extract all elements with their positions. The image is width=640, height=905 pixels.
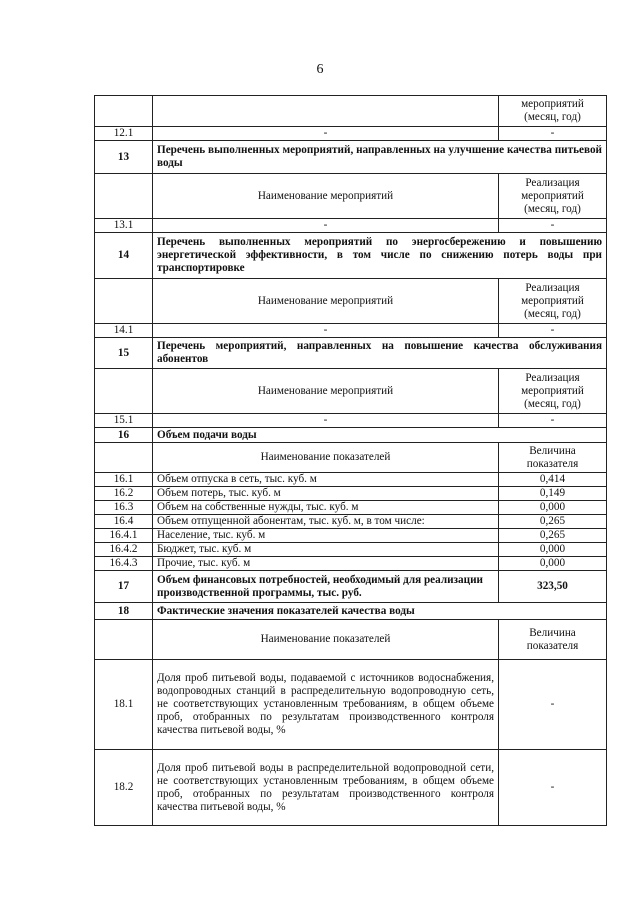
row-number: 13.1 — [95, 219, 153, 233]
section-title: Фактические значения показателей качества воды — [153, 603, 607, 620]
realization-header: мероприятий (месяц, год) — [499, 96, 607, 127]
table-row — [95, 501, 607, 515]
row-value: 0,000 — [499, 501, 607, 515]
column-header-name: Наименование показателей — [153, 620, 499, 660]
column-header-value: Реализация мероприятий (месяц, год) — [499, 174, 607, 219]
section-title: Перечень мероприятий, направленных на повышение качества обслуживания абонентов — [153, 338, 607, 369]
section-header-15 — [95, 338, 607, 369]
section-header-14 — [95, 233, 607, 279]
section-title: Объем финансовых потребностей, необходимый для реализации производственной программы, тыс. руб. — [153, 571, 499, 603]
row-number: 14.1 — [95, 324, 153, 338]
financial-needs-value: 323,50 — [499, 571, 607, 603]
section-title: Объем подачи воды — [153, 428, 607, 443]
row-value: - — [499, 324, 607, 338]
section-header-18 — [95, 603, 607, 620]
section-title: Перечень выполненных мероприятий, направленных на улучшение качества питьевой воды — [153, 141, 607, 174]
row-value: - — [499, 750, 607, 826]
row-name: Объем отпуска в сеть, тыс. куб. м — [153, 473, 499, 487]
table-row — [95, 96, 607, 127]
row-value: 0,265 — [499, 515, 607, 529]
production-program-table — [94, 95, 607, 826]
section-number: 16 — [95, 428, 153, 443]
table-row — [95, 515, 607, 529]
table-row — [95, 487, 607, 501]
section-number: 14 — [95, 233, 153, 279]
column-header-name: Наименование показателей — [153, 443, 499, 473]
cell-empty — [95, 443, 153, 473]
column-header-name: Наименование мероприятий — [153, 369, 499, 414]
table-row — [95, 543, 607, 557]
cell-empty — [95, 620, 153, 660]
section-header-13 — [95, 141, 607, 174]
section-number: 15 — [95, 338, 153, 369]
row-value: - — [499, 660, 607, 750]
column-header-row — [95, 443, 607, 473]
row-value: 0,000 — [499, 557, 607, 571]
column-header-row — [95, 620, 607, 660]
cell-empty — [95, 279, 153, 324]
row-number: 16.4.1 — [95, 529, 153, 543]
row-name: Объем отпущенной абонентам, тыс. куб. м, в том числе: — [153, 515, 499, 529]
row-value: 0,414 — [499, 473, 607, 487]
row-name: Доля проб питьевой воды, подаваемой с источников водоснабжения, водопроводных станций в распределительную водопроводную сеть, не соответствующих установленным требованиям, в общем объеме проб, отобранных по результатам производственного контроля качества питьевой воды, % — [153, 660, 499, 750]
row-name: Прочие, тыс. куб. м — [153, 557, 499, 571]
row-number: 16.1 — [95, 473, 153, 487]
table-row — [95, 473, 607, 487]
column-header-value: Реализация мероприятий (месяц, год) — [499, 369, 607, 414]
row-value: - — [499, 127, 607, 141]
row-value: 0,149 — [499, 487, 607, 501]
row-name: Население, тыс. куб. м — [153, 529, 499, 543]
table-row — [95, 660, 607, 750]
row-name: - — [153, 414, 499, 428]
table-row — [95, 529, 607, 543]
row-number: 16.4 — [95, 515, 153, 529]
row-value: 0,000 — [499, 543, 607, 557]
row-number: 16.3 — [95, 501, 153, 515]
cell-empty — [153, 96, 499, 127]
section-title: Перечень выполненных мероприятий по энергосбережению и повышению энергетической эффективности, в том числе по снижению потерь воды при транспортировке — [153, 233, 607, 279]
row-name: Объем на собственные нужды, тыс. куб. м — [153, 501, 499, 515]
row-value: 0,265 — [499, 529, 607, 543]
table-row — [95, 127, 607, 141]
row-value: - — [499, 219, 607, 233]
row-number: 18.2 — [95, 750, 153, 826]
table-row — [95, 414, 607, 428]
row-number: 15.1 — [95, 414, 153, 428]
row-name: Объем потерь, тыс. куб. м — [153, 487, 499, 501]
column-header-name: Наименование мероприятий — [153, 174, 499, 219]
column-header-row — [95, 174, 607, 219]
row-name: Бюджет, тыс. куб. м — [153, 543, 499, 557]
column-header-name: Наименование мероприятий — [153, 279, 499, 324]
row-number: 18.1 — [95, 660, 153, 750]
row-number: 16.4.3 — [95, 557, 153, 571]
row-number: 16.2 — [95, 487, 153, 501]
table-row — [95, 324, 607, 338]
table-row — [95, 750, 607, 826]
column-header-value: Величина показателя — [499, 443, 607, 473]
table-row — [95, 219, 607, 233]
section-header-17 — [95, 571, 607, 603]
column-header-row — [95, 369, 607, 414]
section-number: 18 — [95, 603, 153, 620]
row-name: Доля проб питьевой воды в распределительной водопроводной сети, не соответствующих установленным требованиям, в общем объеме проб, отобранных по результатам производственного контроля качества питьевой воды, % — [153, 750, 499, 826]
cell-empty — [95, 369, 153, 414]
row-name: - — [153, 127, 499, 141]
row-number: 12.1 — [95, 127, 153, 141]
section-number: 13 — [95, 141, 153, 174]
row-name: - — [153, 324, 499, 338]
column-header-value: Величина показателя — [499, 620, 607, 660]
row-name: - — [153, 219, 499, 233]
cell-empty — [95, 96, 153, 127]
column-header-value: Реализация мероприятий (месяц, год) — [499, 279, 607, 324]
row-number: 16.4.2 — [95, 543, 153, 557]
section-number: 17 — [95, 571, 153, 603]
page-number: 6 — [316, 62, 324, 77]
cell-empty — [95, 174, 153, 219]
table-row — [95, 557, 607, 571]
section-header-16 — [95, 428, 607, 443]
row-value: - — [499, 414, 607, 428]
column-header-row — [95, 279, 607, 324]
